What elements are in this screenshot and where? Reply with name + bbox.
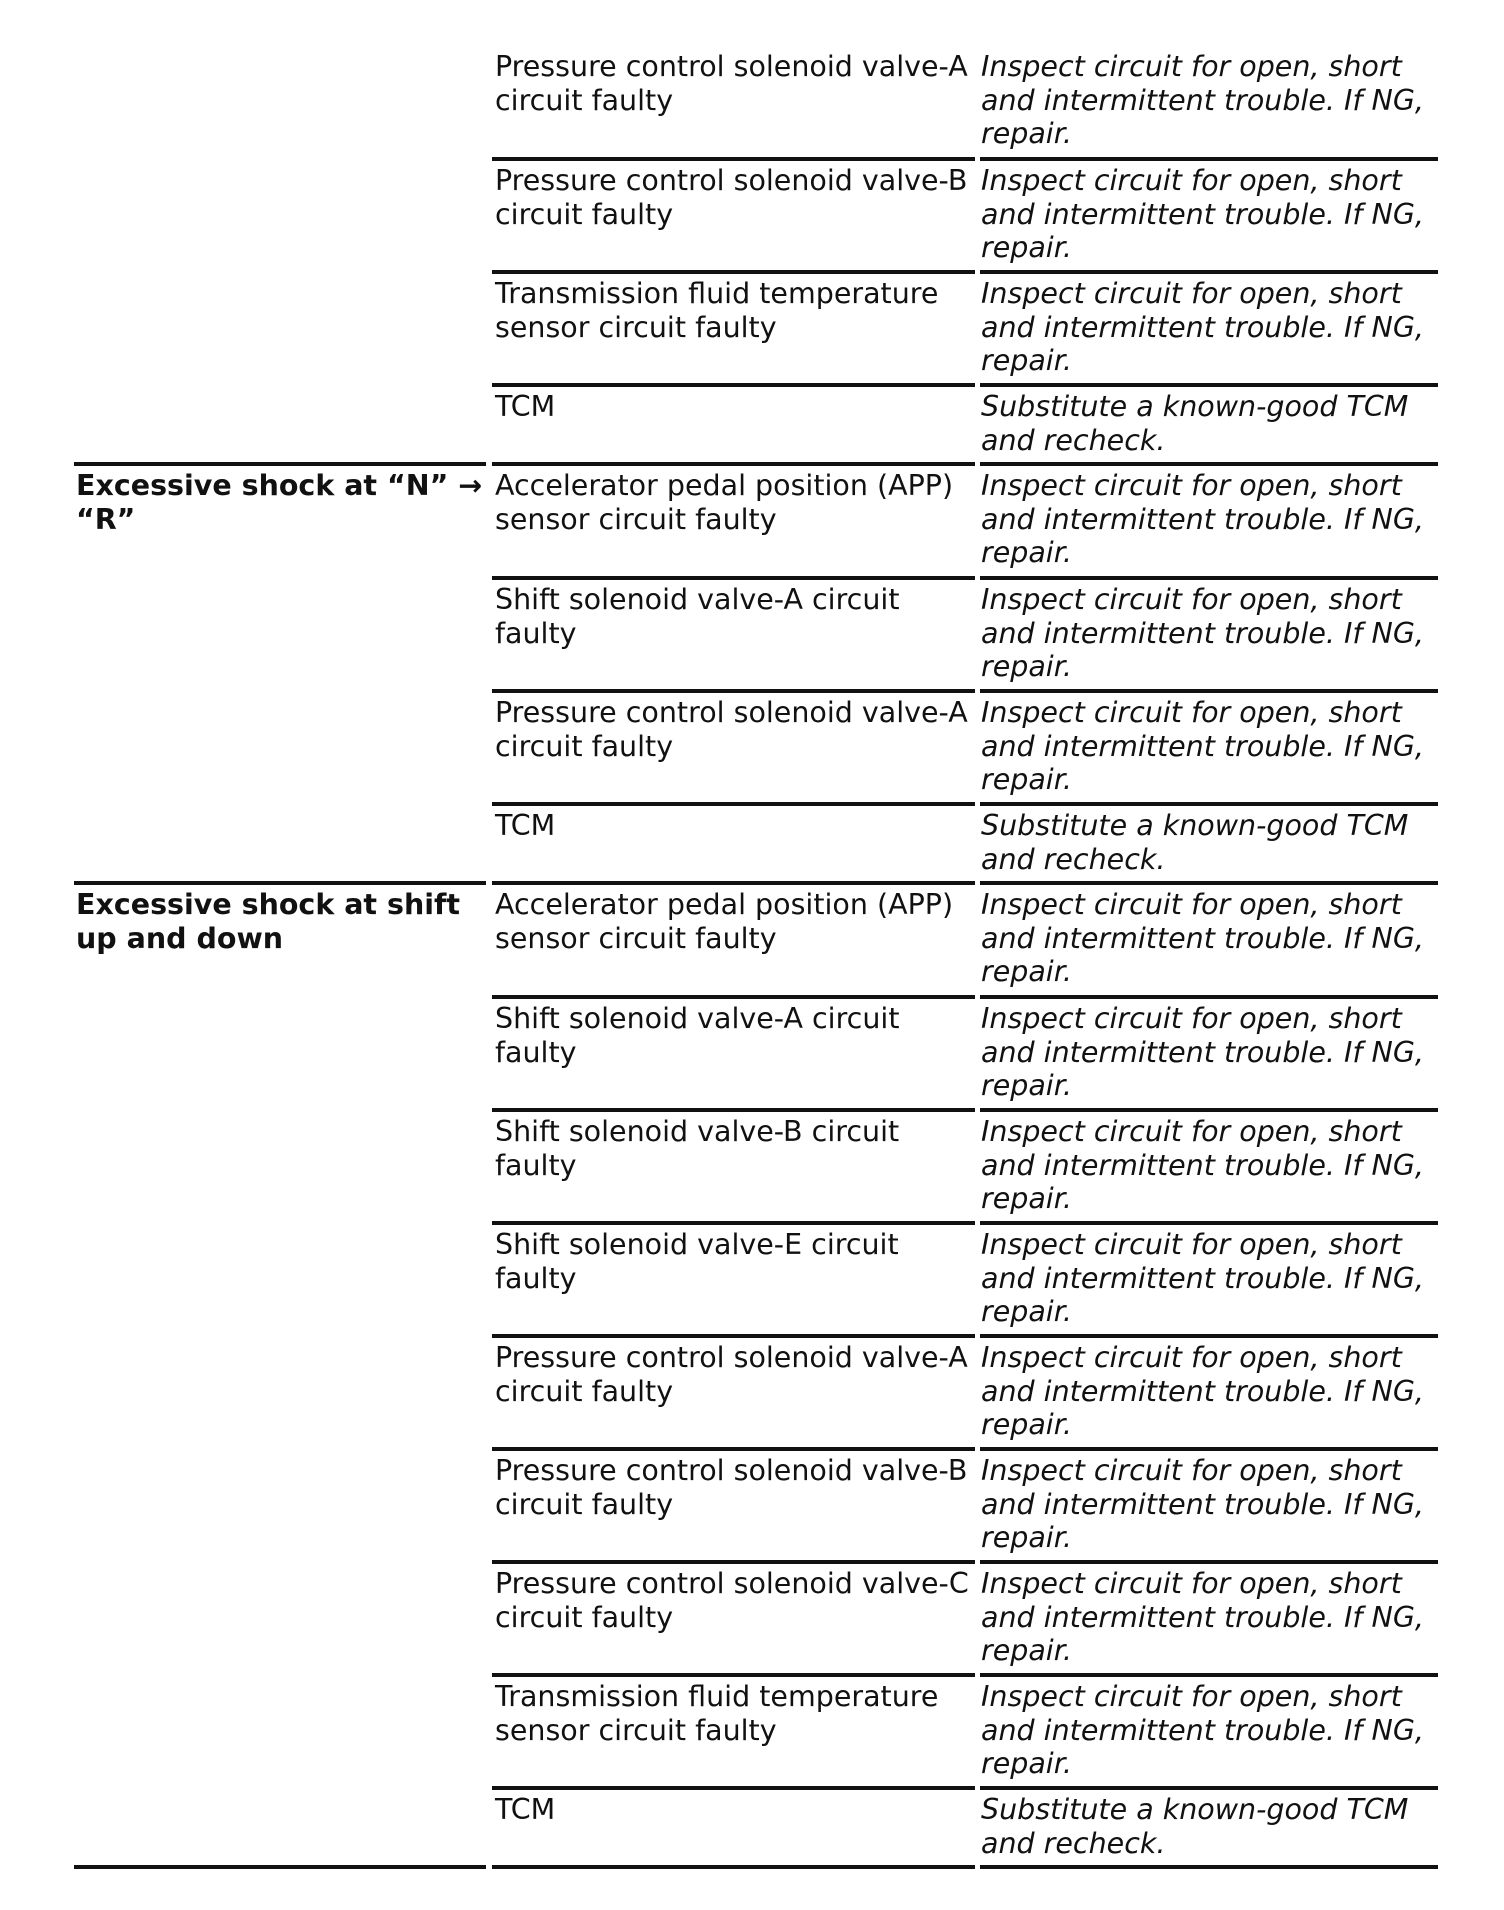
section-divider — [74, 1865, 486, 1869]
action-cell: Inspect circuit for open, short and intermittent trouble. If NG, repair. — [981, 277, 1424, 377]
row-divider — [980, 1673, 1438, 1677]
cause-cell: Shift solenoid valve-B circuit faulty — [495, 1115, 900, 1182]
cause-cell: Accelerator pedal position (APP) sensor circuit faulty — [495, 888, 954, 955]
row-divider — [980, 157, 1438, 161]
row-divider — [980, 1865, 1438, 1869]
row-divider — [980, 576, 1438, 580]
cause-cell: Pressure control solenoid valve-C circuit faulty — [495, 1567, 969, 1634]
row-divider — [492, 1786, 975, 1790]
row-divider — [980, 1108, 1438, 1112]
cause-cell: Pressure control solenoid valve-B circuit faulty — [495, 1454, 968, 1521]
cause-cell: TCM — [495, 390, 556, 423]
row-divider — [492, 1673, 975, 1677]
row-divider — [492, 1108, 975, 1112]
cause-cell: TCM — [495, 1793, 556, 1826]
row-divider — [492, 157, 975, 161]
action-cell: Substitute a known-good TCM and recheck. — [981, 390, 1409, 457]
cause-cell: Shift solenoid valve-E circuit faulty — [495, 1228, 899, 1295]
cause-cell: Pressure control solenoid valve-A circuit faulty — [495, 50, 968, 117]
row-divider — [492, 1447, 975, 1451]
cause-cell: Shift solenoid valve-A circuit faulty — [495, 1002, 900, 1069]
cause-cell: Shift solenoid valve-A circuit faulty — [495, 583, 900, 650]
cause-cell: Transmission fluid temperature sensor circuit faulty — [495, 1680, 939, 1747]
action-cell: Inspect circuit for open, short and intermittent trouble. If NG, repair. — [981, 1115, 1424, 1215]
row-divider — [980, 1560, 1438, 1564]
cause-cell: Transmission fluid temperature sensor circuit faulty — [495, 277, 939, 344]
row-divider — [492, 462, 975, 466]
row-divider — [492, 881, 975, 885]
row-divider — [980, 881, 1438, 885]
action-cell: Inspect circuit for open, short and intermittent trouble. If NG, repair. — [981, 583, 1424, 683]
row-divider — [980, 1786, 1438, 1790]
action-cell: Inspect circuit for open, short and intermittent trouble. If NG, repair. — [981, 50, 1424, 150]
row-divider — [492, 270, 975, 274]
row-divider — [980, 383, 1438, 387]
action-cell: Inspect circuit for open, short and intermittent trouble. If NG, repair. — [981, 1002, 1424, 1102]
row-divider — [980, 270, 1438, 274]
cause-cell: TCM — [495, 809, 556, 842]
row-divider — [980, 1334, 1438, 1338]
action-cell: Inspect circuit for open, short and intermittent trouble. If NG, repair. — [981, 696, 1424, 796]
row-divider — [980, 1447, 1438, 1451]
cause-cell: Accelerator pedal position (APP) sensor circuit faulty — [495, 469, 954, 536]
row-divider — [492, 383, 975, 387]
symptom-cell: Excessive shock at “N” → “R” — [76, 469, 483, 536]
action-cell: Inspect circuit for open, short and intermittent trouble. If NG, repair. — [981, 1567, 1424, 1667]
cause-cell: Pressure control solenoid valve-A circuit faulty — [495, 1341, 968, 1408]
row-divider — [492, 576, 975, 580]
row-divider — [980, 995, 1438, 999]
action-cell: Inspect circuit for open, short and intermittent trouble. If NG, repair. — [981, 1341, 1424, 1441]
symptom-cell: Excessive shock at shift up and down — [76, 888, 461, 955]
action-cell: Substitute a known-good TCM and recheck. — [981, 1793, 1409, 1860]
row-divider — [492, 689, 975, 693]
action-cell: Inspect circuit for open, short and intermittent trouble. If NG, repair. — [981, 1228, 1424, 1328]
action-cell: Inspect circuit for open, short and intermittent trouble. If NG, repair. — [981, 888, 1424, 988]
action-cell: Inspect circuit for open, short and intermittent trouble. If NG, repair. — [981, 469, 1424, 569]
row-divider — [492, 1221, 975, 1225]
row-divider — [980, 1221, 1438, 1225]
cause-cell: Pressure control solenoid valve-A circuit faulty — [495, 696, 968, 763]
row-divider — [492, 1560, 975, 1564]
row-divider — [492, 1865, 975, 1869]
row-divider — [492, 1334, 975, 1338]
action-cell: Inspect circuit for open, short and intermittent trouble. If NG, repair. — [981, 1680, 1424, 1780]
row-divider — [980, 462, 1438, 466]
cause-cell: Pressure control solenoid valve-B circuit faulty — [495, 164, 968, 231]
action-cell: Substitute a known-good TCM and recheck. — [981, 809, 1409, 876]
row-divider — [492, 995, 975, 999]
action-cell: Inspect circuit for open, short and intermittent trouble. If NG, repair. — [981, 1454, 1424, 1554]
row-divider — [980, 802, 1438, 806]
section-divider — [74, 462, 486, 466]
section-divider — [74, 881, 486, 885]
row-divider — [980, 689, 1438, 693]
action-cell: Inspect circuit for open, short and intermittent trouble. If NG, repair. — [981, 164, 1424, 264]
row-divider — [492, 802, 975, 806]
